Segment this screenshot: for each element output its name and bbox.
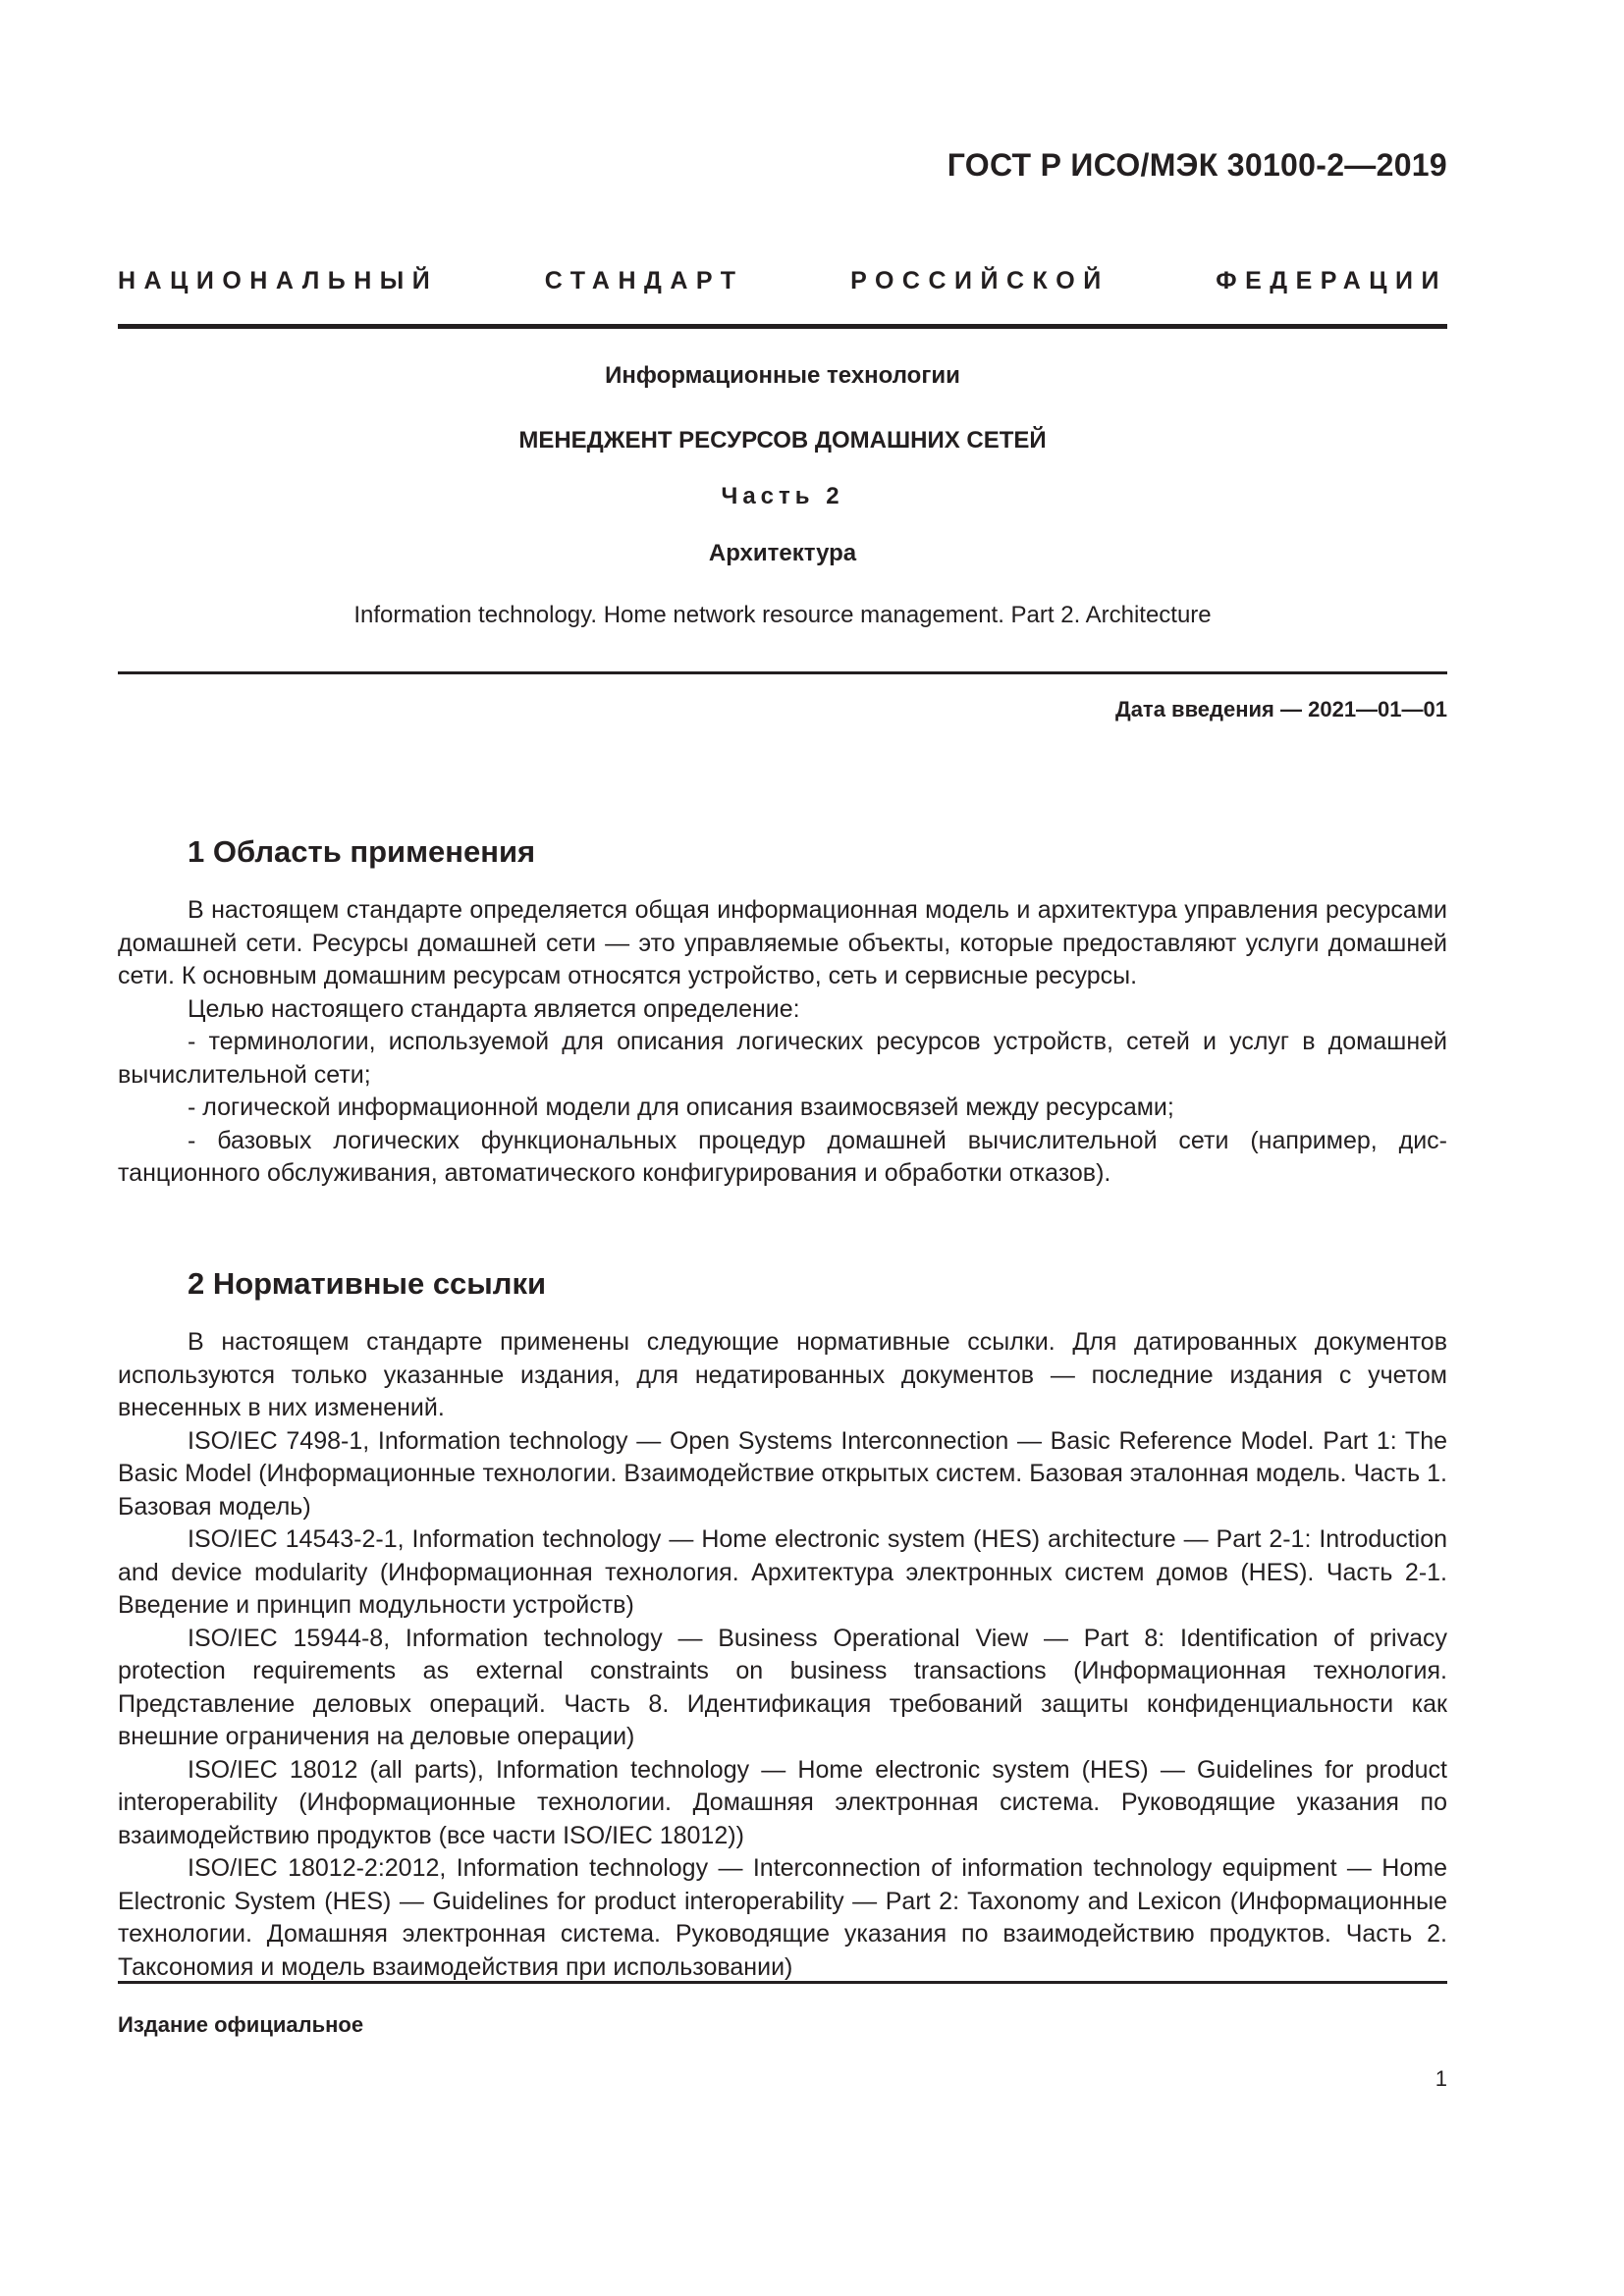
national-standard-header: НАЦИОНАЛЬНЫЙ СТАНДАРТ РОССИЙСКОЙ ФЕДЕРАЦИИ xyxy=(118,267,1447,294)
paragraph: - терминологии, используемой для описания логических ресурсов устройств, сетей и услуг в домашней вычислительной сети; xyxy=(118,1028,1447,1089)
footer-rule xyxy=(118,1981,1447,1984)
main-title: МЕНЕДЖЕНТ РЕСУРСОВ ДОМАШНИХ СЕТЕЙ xyxy=(518,427,1047,454)
introduction-date: Дата введения — 2021—01—01 xyxy=(1115,697,1447,721)
reference-entry: ISO/IEC 18012 (all parts), Information technology — Home electronic system (HES) — Guidelines for product interoperability (Информационные технологии. Домашняя электронная система. Руководящие указания по взаимодействию продуктов (все части ISO/IEC 18012)) xyxy=(118,1755,1447,1849)
paragraph: В настоящем стандарте применены следующие нормативные ссылки. Для датированных документов используются только указанные издания, для недатированных документов — последние издания с учетом внесенных в них изменений. xyxy=(118,1328,1447,1421)
section-body-references xyxy=(118,1326,1447,1984)
subtitle: Архитектура xyxy=(708,540,857,566)
paragraph: - логической информационной модели для описания взаимосвязей между ресурсами; xyxy=(188,1094,1174,1121)
part-label: Часть 2 xyxy=(721,483,844,509)
section-heading-scope: 1 Область применения xyxy=(188,834,536,869)
reference-entry: ISO/IEC 18012-2:2012, Information technology — Interconnection of information technology equipment — Home Electronic System (HES) — Guidelines for product interoperability — Part 2: Taxonomy and Lexicon (Информационные технологии. Домашняя электронная система. Руководящие указания по взаимодействию продуктов. Часть 2. Таксономия и модель взаимодействия при использовании) xyxy=(118,1854,1447,1981)
section-heading-references: 2 Нормативные ссылки xyxy=(188,1266,547,1301)
document-code: ГОСТ Р ИСО/МЭК 30100-2—2019 xyxy=(947,147,1447,183)
header-rule xyxy=(118,324,1447,329)
paragraph: Целью настоящего стандарта является определение: xyxy=(188,994,800,1023)
paragraph: - базовых логических функциональных процедур домашней вычислительной сети (например, дистанционного обслуживания, автоматического конфигурирования и обработки отказов). xyxy=(118,1126,1447,1187)
official-edition-label: Издание официальное xyxy=(118,2012,364,2037)
reference-entry: ISO/IEC 15944-8, Information technology — Business Operational View — Part 8: Identification of privacy protection requirements as external constraints on business transactions (Информационная технология. Представление деловых операций. Часть 8. Идентификация требований защиты конфиденциальности как внешние ограничения на деловые операции) xyxy=(118,1624,1447,1750)
section-body-scope xyxy=(118,894,1447,1191)
title-rule xyxy=(118,671,1447,674)
english-title: Information technology. Home network resource management. Part 2. Architecture xyxy=(353,602,1212,628)
reference-entry: ISO/IEC 14543-2-1, Information technology — Home electronic system (HES) architecture — Part 2-1: Introduction and device modularity (Информационная технология. Архитектура электронных систем домов (HES). Часть 2-1. Введение и принцип модульности устройств) xyxy=(118,1525,1447,1619)
page-number: 1 xyxy=(1435,2066,1447,2091)
reference-entry: ISO/IEC 7498-1, Information technology — Open Systems Interconnection — Basic Reference Model. Part 1: The Basic Model (Информационные технологии. Взаимодействие открытых систем. Базовая эталонная модель. Часть 1. Базовая модель) xyxy=(118,1426,1447,1521)
paragraph: В настоящем стандарте определяется общая информационная модель и архитектура управления ресурсами домашней сети. Ресурсы домашней сети — это управляемые объекты, которые предоставляют услуги домашней сети. К основным домашним ресурсам относятся устройство, сеть и сервисные ресурсы. xyxy=(118,896,1447,989)
title: Информационные технологии xyxy=(605,362,960,389)
